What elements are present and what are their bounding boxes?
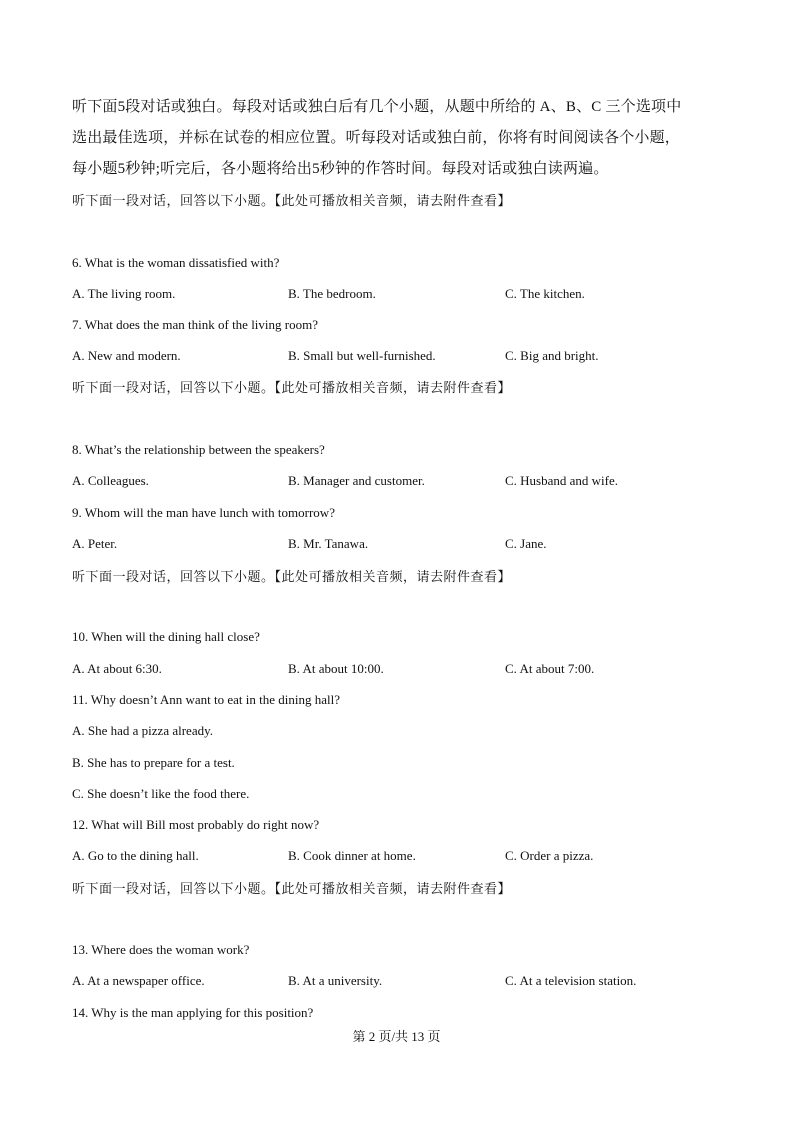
audio-instruction: 听下面一段对话，回答以下小题。【此处可播放相关音频，请去附件查看】: [72, 881, 512, 896]
option-6c: C. The kitchen.: [505, 286, 585, 301]
section-intro: [72, 92, 732, 185]
intro-line-1: 听下面5段对话或独白。每段对话或独白后有几个小题，从题中所给的 A、B、C 三个选项中: [72, 99, 682, 115]
audio-instruction: 听下面一段对话，回答以下小题。【此处可播放相关音频，请去附件查看】: [72, 380, 512, 395]
question-14: 14. Why is the man applying for this position?: [72, 1005, 314, 1020]
intro-line-3: 每小题5秒钟;听完后，各小题将给出5秒钟的作答时间。每段对话或独白读两遍。: [72, 161, 609, 177]
option-6b: B. The bedroom.: [288, 286, 376, 301]
option-8b: B. Manager and customer.: [288, 473, 425, 488]
page-number: 第 2 页/共 13 页: [352, 1029, 441, 1044]
question-10: 10. When will the dining hall close?: [72, 629, 260, 644]
option-12a: A. Go to the dining hall.: [72, 848, 199, 863]
question-9: 9. Whom will the man have lunch with tomorrow?: [72, 505, 335, 520]
option-13a: A. At a newspaper office.: [72, 973, 205, 988]
option-9b: B. Mr. Tanawa.: [288, 536, 369, 551]
question-13: 13. Where does the woman work?: [72, 942, 250, 957]
intro-line-2: 选出最佳选项，并标在试卷的相应位置。听每段对话或独白前，你将有时间阅读各个小题，: [72, 130, 681, 146]
question-7: 7. What does the man think of the living room?: [72, 317, 318, 332]
audio-instruction: 听下面一段对话，回答以下小题。【此处可播放相关音频，请去附件查看】: [72, 193, 512, 208]
option-11a: A. She had a pizza already.: [72, 723, 214, 738]
option-9c: C. Jane.: [505, 536, 547, 551]
option-7b: B. Small but well-furnished.: [288, 348, 436, 363]
option-12c: C. Order a pizza.: [505, 848, 594, 863]
question-12: 12. What will Bill most probably do right now?: [72, 817, 320, 832]
option-11c: C. She doesn’t like the food there.: [72, 786, 250, 801]
option-8c: C. Husband and wife.: [505, 473, 619, 488]
option-13c: C. At a television station.: [505, 973, 637, 988]
option-9a: A. Peter.: [72, 536, 118, 551]
option-7c: C. Big and bright.: [505, 348, 599, 363]
option-7a: A. New and modern.: [72, 348, 181, 363]
option-10a: A. At about 6:30.: [72, 661, 162, 676]
option-6a: A. The living room.: [72, 286, 176, 301]
option-11b: B. She has to prepare for a test.: [72, 755, 235, 770]
option-8a: A. Colleagues.: [72, 473, 149, 488]
question-8: 8. What’s the relationship between the speakers?: [72, 442, 325, 457]
option-12b: B. Cook dinner at home.: [288, 848, 416, 863]
option-10c: C. At about 7:00.: [505, 661, 595, 676]
option-13b: B. At a university.: [288, 973, 383, 988]
question-6: 6. What is the woman dissatisfied with?: [72, 255, 280, 270]
option-10b: B. At about 10:00.: [288, 661, 384, 676]
audio-instruction: 听下面一段对话，回答以下小题。【此处可播放相关音频，请去附件查看】: [72, 569, 512, 584]
question-11: 11. Why doesn’t Ann want to eat in the dining hall?: [72, 692, 341, 707]
